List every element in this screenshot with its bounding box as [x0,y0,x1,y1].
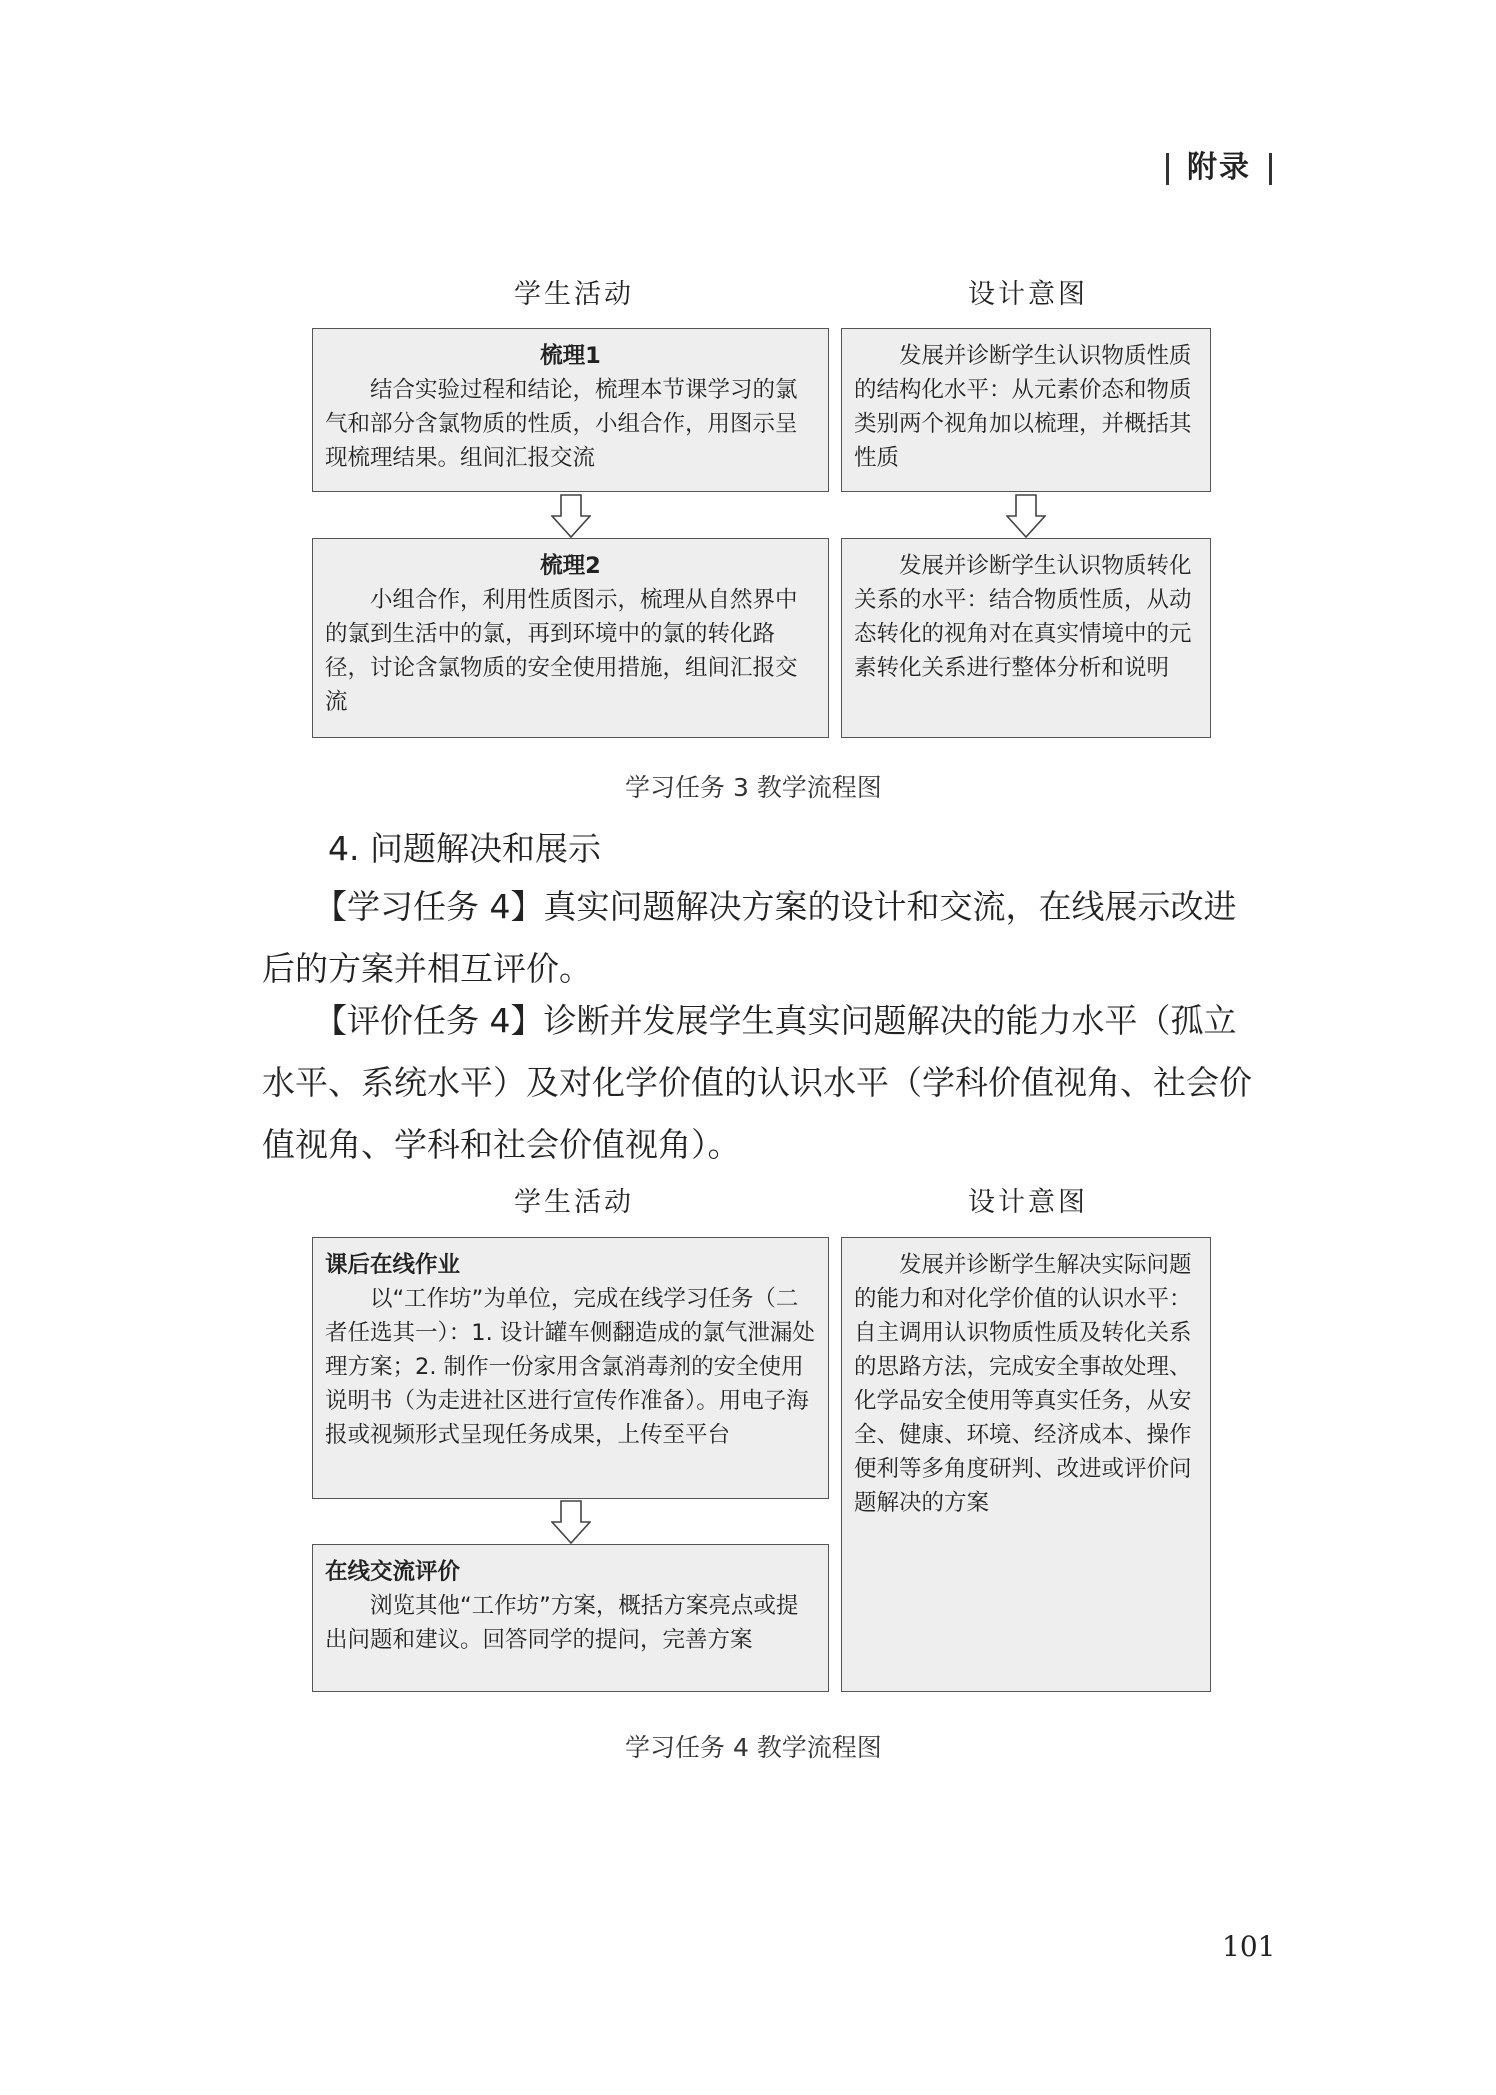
flow4-box1-text: 以“工作坊”为单位，完成在线学习任务（二者任选其一）：1. 设计罐车侧翻造成的氯气泄漏处理方案；2. 制作一份家用含氯消毒剂的安全使用说明书（为走进社区进行宣传作准备）。用电子海报或视频形式呈现任务成果，上传至平台 [325,1286,815,1448]
flow4-col-left-heading: 学生活动 [514,1187,634,1218]
flow3-intent-box-2 [841,538,1211,738]
flow3-intent1-text: 发展并诊断学生认识物质性质的结构化水平：从元素价态和物质类别两个视角加以梳理，并概括其性质 [854,343,1192,471]
flow3-col-right-heading: 设计意图 [968,279,1088,310]
flow3-activity-box-1 [312,328,829,492]
flow3-box2-text: 小组合作，利用性质图示，梳理从自然界中的氯到生活中的氯，再到环境中的氯的转化路径，讨论含氯物质的安全使用措施，组间汇报交流 [325,587,798,715]
flow4-box1-title: 课后在线作业 [325,1252,461,1278]
flow3-intent2-text: 发展并诊断学生认识物质转化关系的水平：结合物质性质，从动态转化的视角对在真实情境中的元素转化关系进行整体分析和说明 [854,553,1192,681]
header-bar-left [1166,153,1169,185]
evaluation-task-4: 【评价任务 4】诊断并发展学生真实问题解决的能力水平（孤立水平、系统水平）及对化学价值的认识水平（学科价值视角、社会价值视角、学科和社会价值视角）。 [262,1001,1252,1164]
section4-heading: 4. 问题解决和展示 [328,829,601,868]
flow4-box2-title: 在线交流评价 [325,1559,461,1585]
learning-task-4: 【学习任务 4】真实问题解决方案的设计和交流，在线展示改进后的方案并相互评价。 [262,887,1237,988]
flow4-activity-box-1 [312,1237,829,1499]
flow3-activity-box-2 [312,538,829,738]
header-bar-right [1269,153,1272,185]
flow3-left-down-arrow-icon [551,494,591,538]
flow3-col-left-heading: 学生活动 [514,279,634,310]
flow3-box1-text: 结合实验过程和结论，梳理本节课学习的氯气和部分含氯物质的性质，小组合作，用图示呈现梳理结果。组间汇报交流 [325,377,798,471]
flow3-intent-box-1 [841,328,1211,492]
flow4-intent-text: 发展并诊断学生解决实际问题的能力和对化学价值的认识水平：自主调用认识物质性质及转化关系的思路方法，完成安全事故处理、化学品安全使用等真实任务，从安全、健康、环境、经济成本、操作便利等多角度研判、改进或评价问题解决的方案 [854,1252,1192,1516]
flow4-activity-box-2 [312,1544,829,1692]
flow3-box2-title: 梳理2 [540,553,601,579]
flow3-caption: 学习任务 3 教学流程图 [625,773,882,802]
flow3-right-down-arrow-icon [1006,494,1046,538]
page-number: 101 [1222,1930,1276,1963]
flow4-intent-box [841,1237,1211,1692]
flow4-box2-text: 浏览其他“工作坊”方案，概括方案亮点或提出问题和建议。回答同学的提问，完善方案 [325,1593,799,1653]
flow4-caption: 学习任务 4 教学流程图 [625,1733,882,1762]
flow4-down-arrow-icon [551,1500,591,1544]
flow4-col-right-heading: 设计意图 [968,1187,1088,1218]
flow3-box1-title: 梳理1 [540,343,601,369]
header-section-title: 附录 [1187,150,1251,185]
running-header [1148,142,1290,186]
